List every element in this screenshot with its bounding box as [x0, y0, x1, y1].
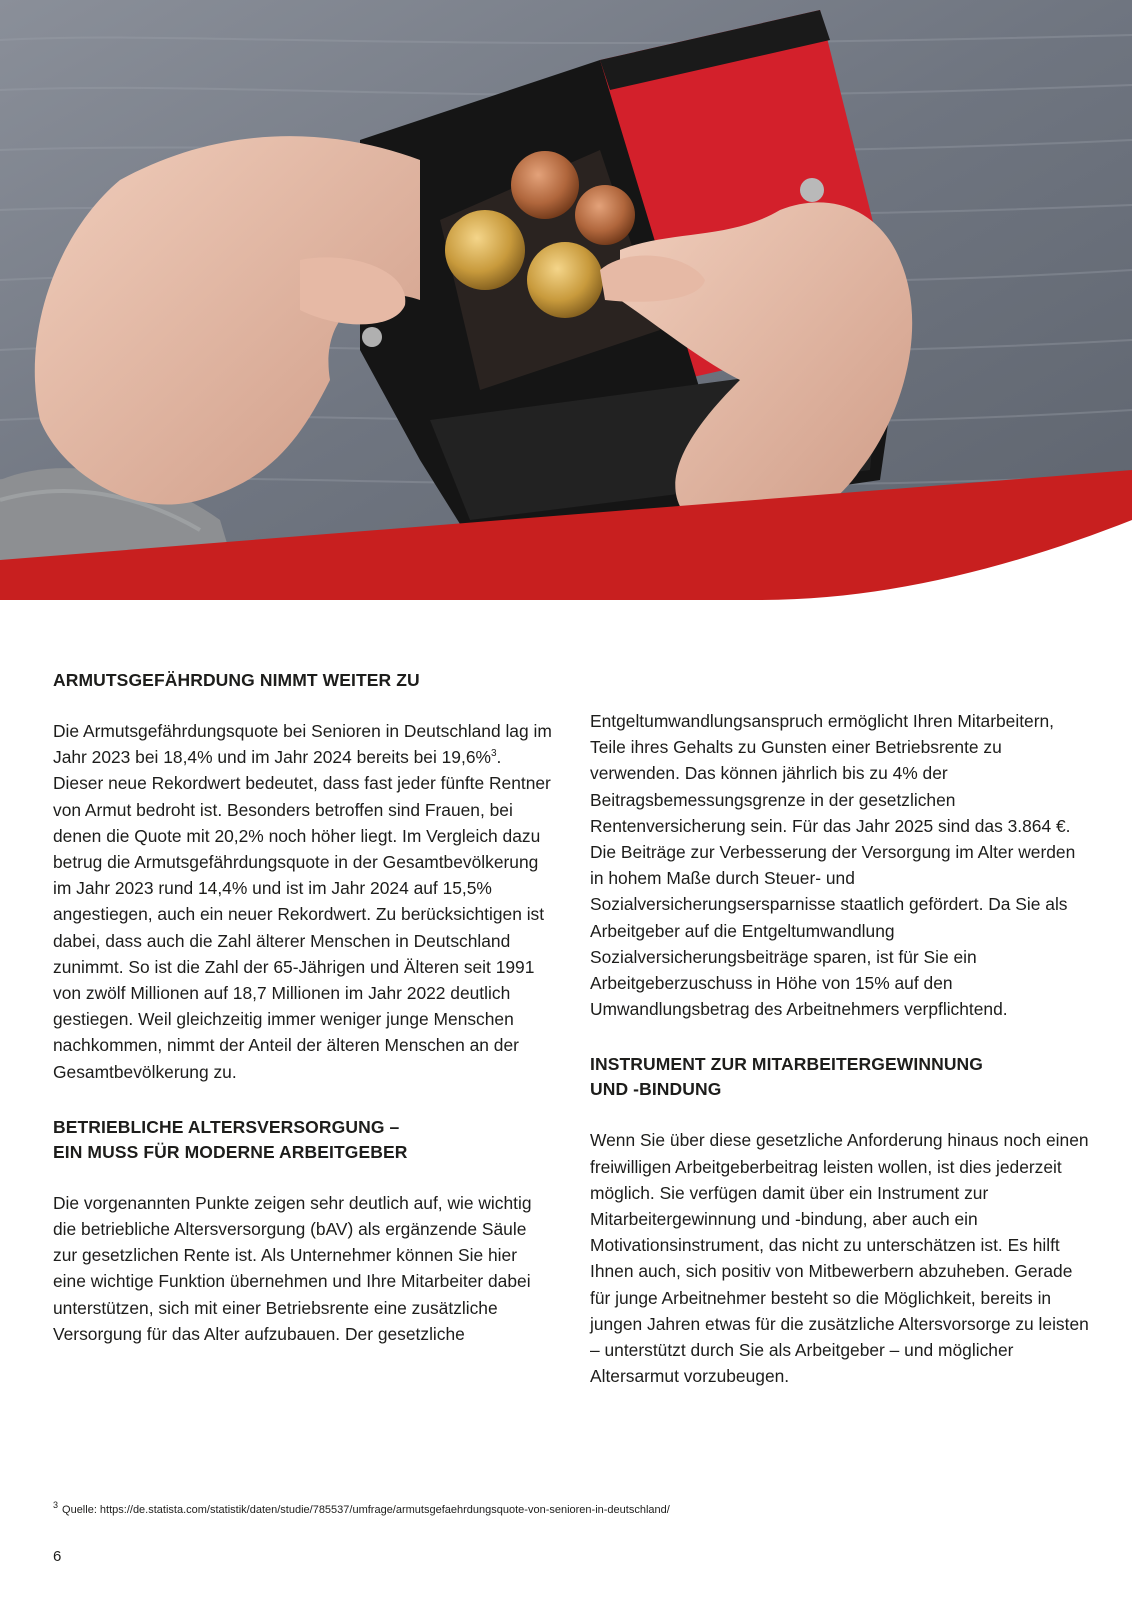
page-number: 6	[53, 1548, 62, 1565]
heading-betriebliche-altersversorgung	[53, 1115, 553, 1165]
footnote-source-link[interactable]: Quelle: https://de.statista.com/statistik/daten/studie/785537/umfrage/armutsgefaehrdungsquote-von-senioren-in-deutschland/	[62, 1504, 670, 1516]
footnote-marker: 3	[53, 1500, 59, 1511]
heading-armutsgefaehrdung: ARMUTSGEFÄHRDUNG NIMMT WEITER ZU	[53, 670, 420, 690]
heading-mitarbeitergewinnung	[590, 1052, 1090, 1102]
paragraph-part-b: . Dieser neue Rekordwert bedeutet, dass fast jeder fünfte Rentner von Armut bedroht ist. Besonders betroffen sind Frauen, bei denen die Quote mit 20,2% noch höher liegt. Im Vergleich dazu betrug die Armutsgefährdungsquote in der Gesamtbevölkerung im Jahr 2023 rund 14,4% und ist im Jahr 2024 auf 15,5% angestiegen, auch ein neuer Rekordwert. Zu berücksichtigen ist dabei, dass auch die Zahl älterer Menschen in Deutschland zunimmt. So ist die Zahl der 65-Jährigen und Älteren seit 1991 von zwölf Millionen auf 18,7 Millionen im Jahr 2022 deutlich gestiegen. Weil gleichzeitig immer weniger junge Menschen nachkommen, nimmt der Anteil der älteren Menschen an der Gesamtbevölkerung zu.	[53, 747, 551, 1082]
paragraph-entgeltumwandlung: Entgeltumwandlungsanspruch ermöglicht Ihren Mitarbeitern, Teile ihres Gehalts zu Gunsten einer Betriebsrente zu verwenden. Das können jährlich bis zu 4% der Beitragsbemessungsgrenze in der gesetzlichen Rentenversicherung sein. Für das Jahr 2025 sind das 3.864 €. Die Beiträge zur Verbesserung der Versorgung im Alter werden in hohem Maße durch Steuer- und Sozialversicherungsersparnisse staatlich gefördert. Da Sie als Arbeitgeber auf die Entgeltumwandlung Sozialversicherungsbeiträge sparen, ist für Sie ein Arbeitgeberzuschuss in Höhe von 15% auf den Umwandlungsbetrag des Arbeitnehmers verpflichtend.	[590, 711, 1076, 1020]
wallet-coins-photo	[0, 0, 1132, 620]
heading-line-1: BETRIEBLICHE ALTERSVERSORGUNG –	[53, 1116, 400, 1137]
heading-line-1: INSTRUMENT ZUR MITARBEITERGEWINNUNG	[590, 1054, 984, 1075]
hero-photo	[0, 0, 1132, 620]
left-column	[53, 668, 553, 1347]
paragraph-bav: Die vorgenannten Punkte zeigen sehr deutlich auf, wie wichtig die betriebliche Altersversorgung (bAV) als ergänzende Säule zur gesetzlichen Rente ist. Als Unternehmer können Sie hier eine wichtige Funktion übernehmen und Ihre Mitarbeiter dabei unterstützen, sich mit einer Betriebsrente eine zusätzliche Versorgung für das Alter aufzubauen. Der gesetzliche	[53, 1192, 532, 1344]
right-column	[590, 708, 1090, 1389]
footnote	[53, 1500, 670, 1516]
paragraph-part-a: Die Armutsgefährdungsquote bei Senioren in Deutschland lag im Jahr 2023 bei 18,4% und im Jahr 2024 bereits bei 19,6%	[53, 721, 552, 768]
heading-line-2: EIN MUSS FÜR MODERNE ARBEITGEBER	[53, 1141, 408, 1162]
footnote-reference: 3	[490, 748, 497, 760]
paragraph-armutsgefaehrdung	[53, 718, 553, 1085]
heading-line-2: UND -BINDUNG	[590, 1079, 722, 1100]
paragraph-arbeitgeberbeitrag: Wenn Sie über diese gesetzliche Anforderung hinaus noch einen freiwilligen Arbeitgeberbeitrag leisten wollen, ist dies jederzeit möglich. Sie verfügen damit über ein Instrument zur Mitarbeitergewinnung und -bindung, aber auch ein Motivationsinstrument, das nicht zu unterschätzen ist. Es hilft Ihnen auch, sich positiv von Mitbewerbern abzuheben. Gerade für junge Arbeitnehmer besteht so die Möglichkeit, bereits in jungen Jahren etwas für die zusätzliche Altersvorsorge zu leisten – unterstützt durch Sie als Arbeitgeber – und möglicher Altersarmut vorzubeugen.	[590, 1130, 1089, 1387]
